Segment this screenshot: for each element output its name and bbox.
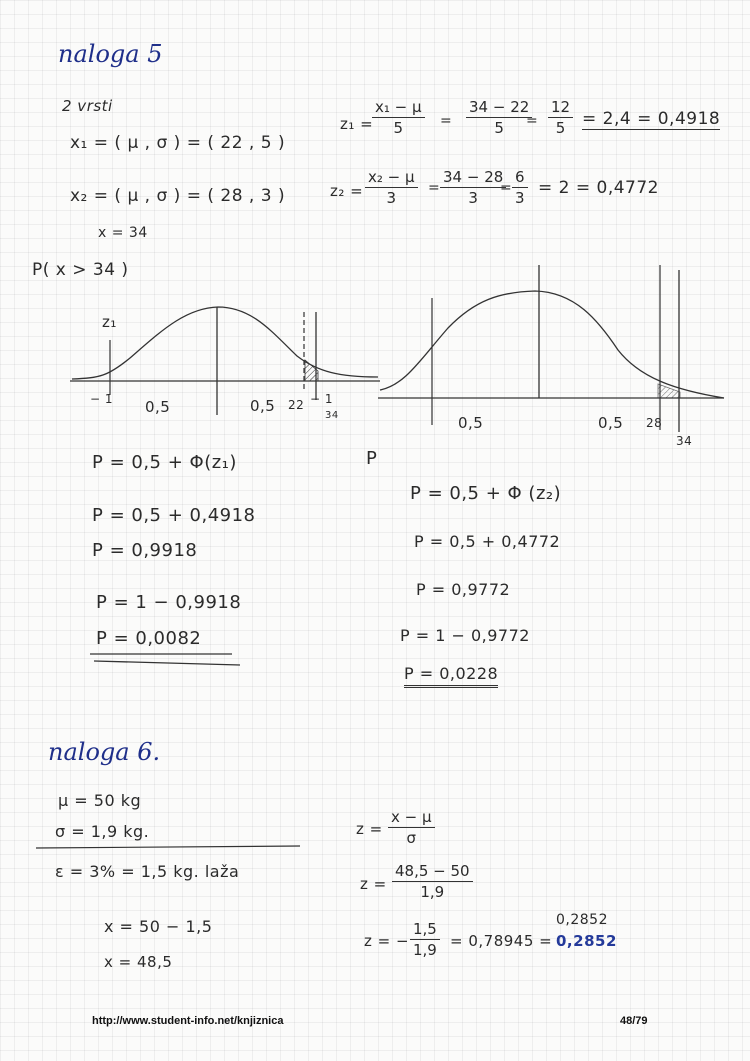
graph1-curve	[72, 307, 378, 379]
footer-page-number: 48/79	[620, 1015, 648, 1027]
task6-epsilon: ε = 3% = 1,5 kg. laža	[55, 862, 240, 881]
task5-intro: 2 vrsti	[62, 97, 113, 115]
task6-z-final-fraction: $\frac{1,5}{1,9}$	[410, 920, 440, 959]
z2-result: = 2 = 0,4772	[538, 178, 659, 198]
z2-lhs: z₂ =	[330, 182, 364, 200]
task6-z-final-result: = 0,78945 =	[450, 932, 553, 950]
calc2-line-2: P = 0,5 + 0,4772	[414, 532, 561, 551]
graph1-half-left: 0,5	[145, 398, 171, 416]
task6-answer-top: 0,2852	[556, 912, 608, 928]
graph1-tick-neg1: − 1	[90, 392, 114, 406]
task6-title: naloga 6.	[48, 738, 161, 766]
z1-fraction-values: $\frac{34 - 22}{5}$	[466, 98, 532, 137]
calc1-line-2: P = 0,5 + 0,4918	[92, 505, 256, 526]
task6-z-formula-lhs: z =	[356, 820, 383, 838]
task6-z-values-lhs: z =	[360, 875, 387, 893]
calc1-line-5: P = 0,0082	[96, 628, 202, 649]
z2-eq-b: =	[500, 180, 513, 196]
calc2-line-1: P = 0,5 + Φ (z₂)	[410, 483, 562, 504]
graph1-tick-pos1: − 1	[310, 392, 334, 406]
graph2-half-right: 0,5	[598, 414, 624, 432]
graph2-half-left: 0,5	[458, 414, 484, 432]
calc1-underline-2	[94, 661, 240, 665]
z2-fraction-values: $\frac{34 - 28}{3}$	[440, 168, 506, 207]
task5-x2-params: x₂ = ( μ , σ ) = ( 28 , 3 )	[70, 186, 286, 206]
calc2-head: P	[366, 448, 378, 469]
graph1-x-label: 34	[325, 410, 339, 421]
task6-mu: μ = 50 kg	[58, 791, 142, 810]
calc2-line-5: P = 0,0228	[404, 664, 498, 688]
graph1-z-label: z₁	[102, 313, 117, 331]
z1-eq-a: =	[440, 113, 453, 129]
graph2-mean-label: 28	[646, 416, 663, 430]
graph2-x-label: 34	[676, 434, 693, 448]
task6-answer-bottom: 0,2852	[556, 932, 617, 950]
z1-result: = 2,4 = 0,4918	[582, 109, 721, 129]
calc1-line-3: P = 0,9918	[92, 540, 198, 561]
graph2-tail-shading	[658, 384, 680, 398]
task6-z-final-lhs: z = −	[364, 932, 410, 950]
z2-fraction-simplified: $\frac{6}{3}$	[512, 168, 528, 207]
z1-fraction-simplified: $\frac{12}{5}$	[548, 98, 573, 137]
calc1-line-1: P = 0,5 + Φ(z₁)	[92, 452, 237, 473]
z2-fraction-formula: $\frac{\text{x₂ − μ}}{3}$	[365, 168, 418, 207]
task5-x1-params: x₁ = ( μ , σ ) = ( 22 , 5 )	[70, 133, 286, 153]
sigma-underline	[36, 846, 300, 848]
z1-fraction-formula: $\frac{\text{x₁ − μ}}{5}$	[372, 98, 425, 137]
task6-sigma: σ = 1,9 kg.	[55, 822, 150, 841]
z1-eq-b: =	[526, 113, 539, 129]
calc2-line-3: P = 0,9772	[416, 580, 511, 599]
calc2-line-4: P = 1 − 0,9772	[400, 626, 530, 645]
task6-x-result: x = 48,5	[104, 953, 173, 971]
calc1-line-4: P = 1 − 0,9918	[96, 592, 242, 613]
task5-x-value: x = 34	[98, 225, 148, 241]
z1-lhs: z₁ =	[340, 115, 374, 133]
task5-probability: P( x > 34 )	[32, 260, 129, 280]
task5-title: naloga 5	[58, 40, 163, 68]
graph1-mean-label: 22	[288, 398, 305, 412]
task6-z-values-fraction: $\frac{48,5 - 50}{1,9}$	[392, 862, 473, 901]
task6-x-calc: x = 50 − 1,5	[104, 917, 213, 936]
z2-eq-a: =	[428, 180, 441, 196]
footer-url[interactable]: http://www.student-info.net/knjiznica	[92, 1015, 284, 1027]
task6-z-formula-fraction: $\frac{x - \mu}{\sigma}$	[388, 808, 435, 847]
graph1-half-right: 0,5	[250, 397, 276, 415]
